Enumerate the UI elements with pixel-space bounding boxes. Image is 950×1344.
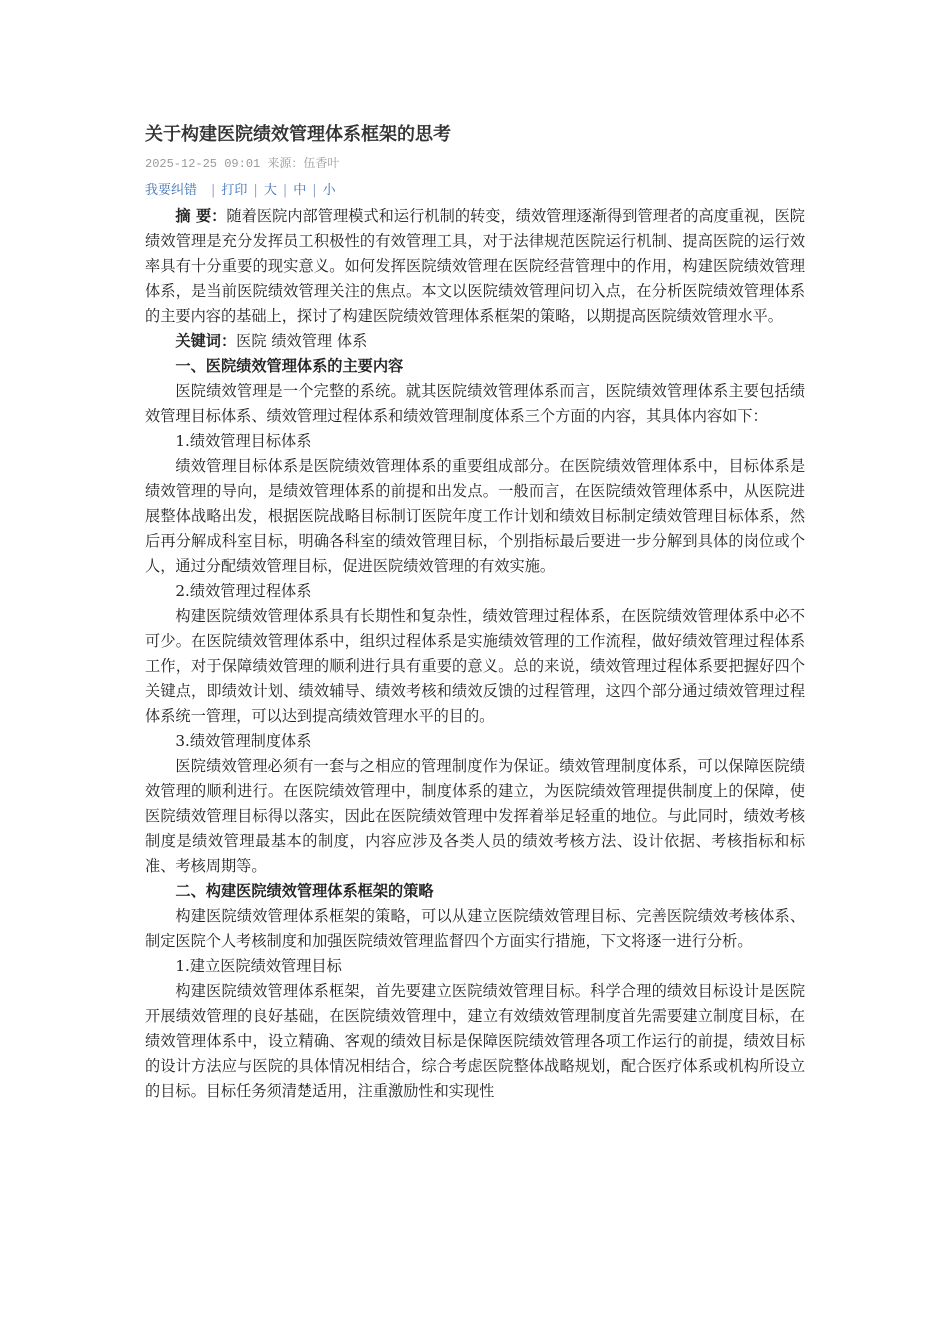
article-meta: 2025-12-25 09:01 来源：伍香叶 bbox=[145, 157, 340, 171]
keywords-paragraph bbox=[145, 329, 805, 354]
subsection-heading: 3.绩效管理制度体系 bbox=[175, 732, 312, 750]
abstract-text: 随着医院内部管理模式和运行机制的转变，绩效管理逐渐得到管理者的高度重视，医院绩效管理是充分发挥员工积极性的有效管理工具，对于法律规范医院运行机制、提高医院的运行效率具有十分重要的现实意义。如何发挥医院绩效管理在医院经营管理中的作用，构建医院绩效管理体系，是当前医院绩效管理关注的焦点。本文以医院绩效管理问切入点，在分析医院绩效管理体系的主要内容的基础上，探讨了构建医院绩效管理体系框架的策略，以期提高医院绩效管理水平。 bbox=[145, 207, 805, 325]
body-paragraph: 构建医院绩效管理体系框架，首先要建立医院绩效管理目标。科学合理的绩效目标设计是医院开展绩效管理的良好基础，在医院绩效管理中，建立有效绩效管理制度首先需要建立制度目标，在绩效管理体系中，设立精确、客观的绩效目标是保障医院绩效管理各项工作运行的前提，绩效目标的设计方法应与医院的具体情况相结合，综合考虑医院整体战略规划，配合医疗体系或机构所设立的目标。目标任务须清楚适用，注重激励性和实现性 bbox=[145, 982, 805, 1100]
article-body bbox=[145, 204, 805, 1104]
article-toolbar bbox=[145, 179, 805, 198]
section-heading: 一、医院绩效管理体系的主要内容 bbox=[175, 357, 404, 375]
font-medium-link[interactable]: 中 bbox=[293, 183, 307, 198]
keywords-text: 医院 绩效管理 体系 bbox=[236, 332, 368, 350]
article bbox=[145, 120, 805, 1104]
toolbar-divider: | bbox=[312, 183, 317, 198]
subsection-heading: 1.绩效管理目标体系 bbox=[175, 432, 312, 450]
keywords-label: 关键词： bbox=[175, 332, 237, 350]
toolbar-divider: | bbox=[253, 183, 258, 198]
print-link[interactable]: 打印 bbox=[221, 183, 248, 198]
abstract-paragraph bbox=[145, 204, 805, 329]
article-title: 关于构建医院绩效管理体系框架的思考 bbox=[145, 124, 451, 145]
font-small-link[interactable]: 小 bbox=[322, 183, 336, 198]
toolbar-divider: | bbox=[211, 183, 216, 198]
body-paragraph: 构建医院绩效管理体系具有长期性和复杂性，绩效管理过程体系，在医院绩效管理体系中必不可少。在医院绩效管理体系中，组织过程体系是实施绩效管理的工作流程，做好绩效管理过程体系工作，对于保障绩效管理的顺利进行具有重要的意义。总的来说，绩效管理过程体系要把握好四个关键点，即绩效计划、绩效辅导、绩效考核和绩效反馈的过程管理，这四个部分通过绩效管理过程体系统一管理，可以达到提高绩效管理水平的目的。 bbox=[145, 607, 805, 725]
body-paragraph: 医院绩效管理是一个完整的系统。就其医院绩效管理体系而言，医院绩效管理体系主要包括绩效管理目标体系、绩效管理过程体系和绩效管理制度体系三个方面的内容，其具体内容如下： bbox=[145, 382, 805, 425]
section-heading: 二、构建医院绩效管理体系框架的策略 bbox=[175, 882, 434, 900]
report-error-link[interactable]: 我要纠错 bbox=[145, 183, 198, 198]
body-paragraph: 医院绩效管理必须有一套与之相应的管理制度作为保证。绩效管理制度体系，可以保障医院绩效管理的顺利进行。在医院绩效管理中，制度体系的建立，为医院绩效管理提供制度上的保障，使医院绩效管理目标得以落实，因此在医院绩效管理中发挥着举足轻重的地位。与此同时，绩效考核制度是绩效管理最基本的制度，内容应涉及各类人员的绩效考核方法、设计依据、考核指标和标准、考核周期等。 bbox=[145, 757, 805, 875]
toolbar-divider: | bbox=[282, 183, 288, 198]
subsection-heading: 1.建立医院绩效管理目标 bbox=[175, 957, 342, 975]
subsection-heading: 2.绩效管理过程体系 bbox=[175, 582, 312, 600]
body-paragraph: 构建医院绩效管理体系框架的策略，可以从建立医院绩效管理目标、完善医院绩效考核体系、制定医院个人考核制度和加强医院绩效管理监督四个方面实行措施，下文将逐一进行分析。 bbox=[145, 907, 805, 950]
abstract-label: 摘 要： bbox=[175, 207, 227, 225]
body-paragraph: 绩效管理目标体系是医院绩效管理体系的重要组成部分。在医院绩效管理体系中，目标体系是绩效管理的导向，是绩效管理体系的前提和出发点。一般而言，在医院绩效管理体系中，从医院进展整体战略出发，根据医院战略目标制订医院年度工作计划和绩效目标制定绩效管理目标体系，然后再分解成科室目标，明确各科室的绩效管理目标，个别指标最后要进一步分解到具体的岗位或个人，通过分配绩效管理目标，促进医院绩效管理的有效实施。 bbox=[145, 457, 805, 575]
font-large-link[interactable]: 大 bbox=[263, 183, 277, 198]
